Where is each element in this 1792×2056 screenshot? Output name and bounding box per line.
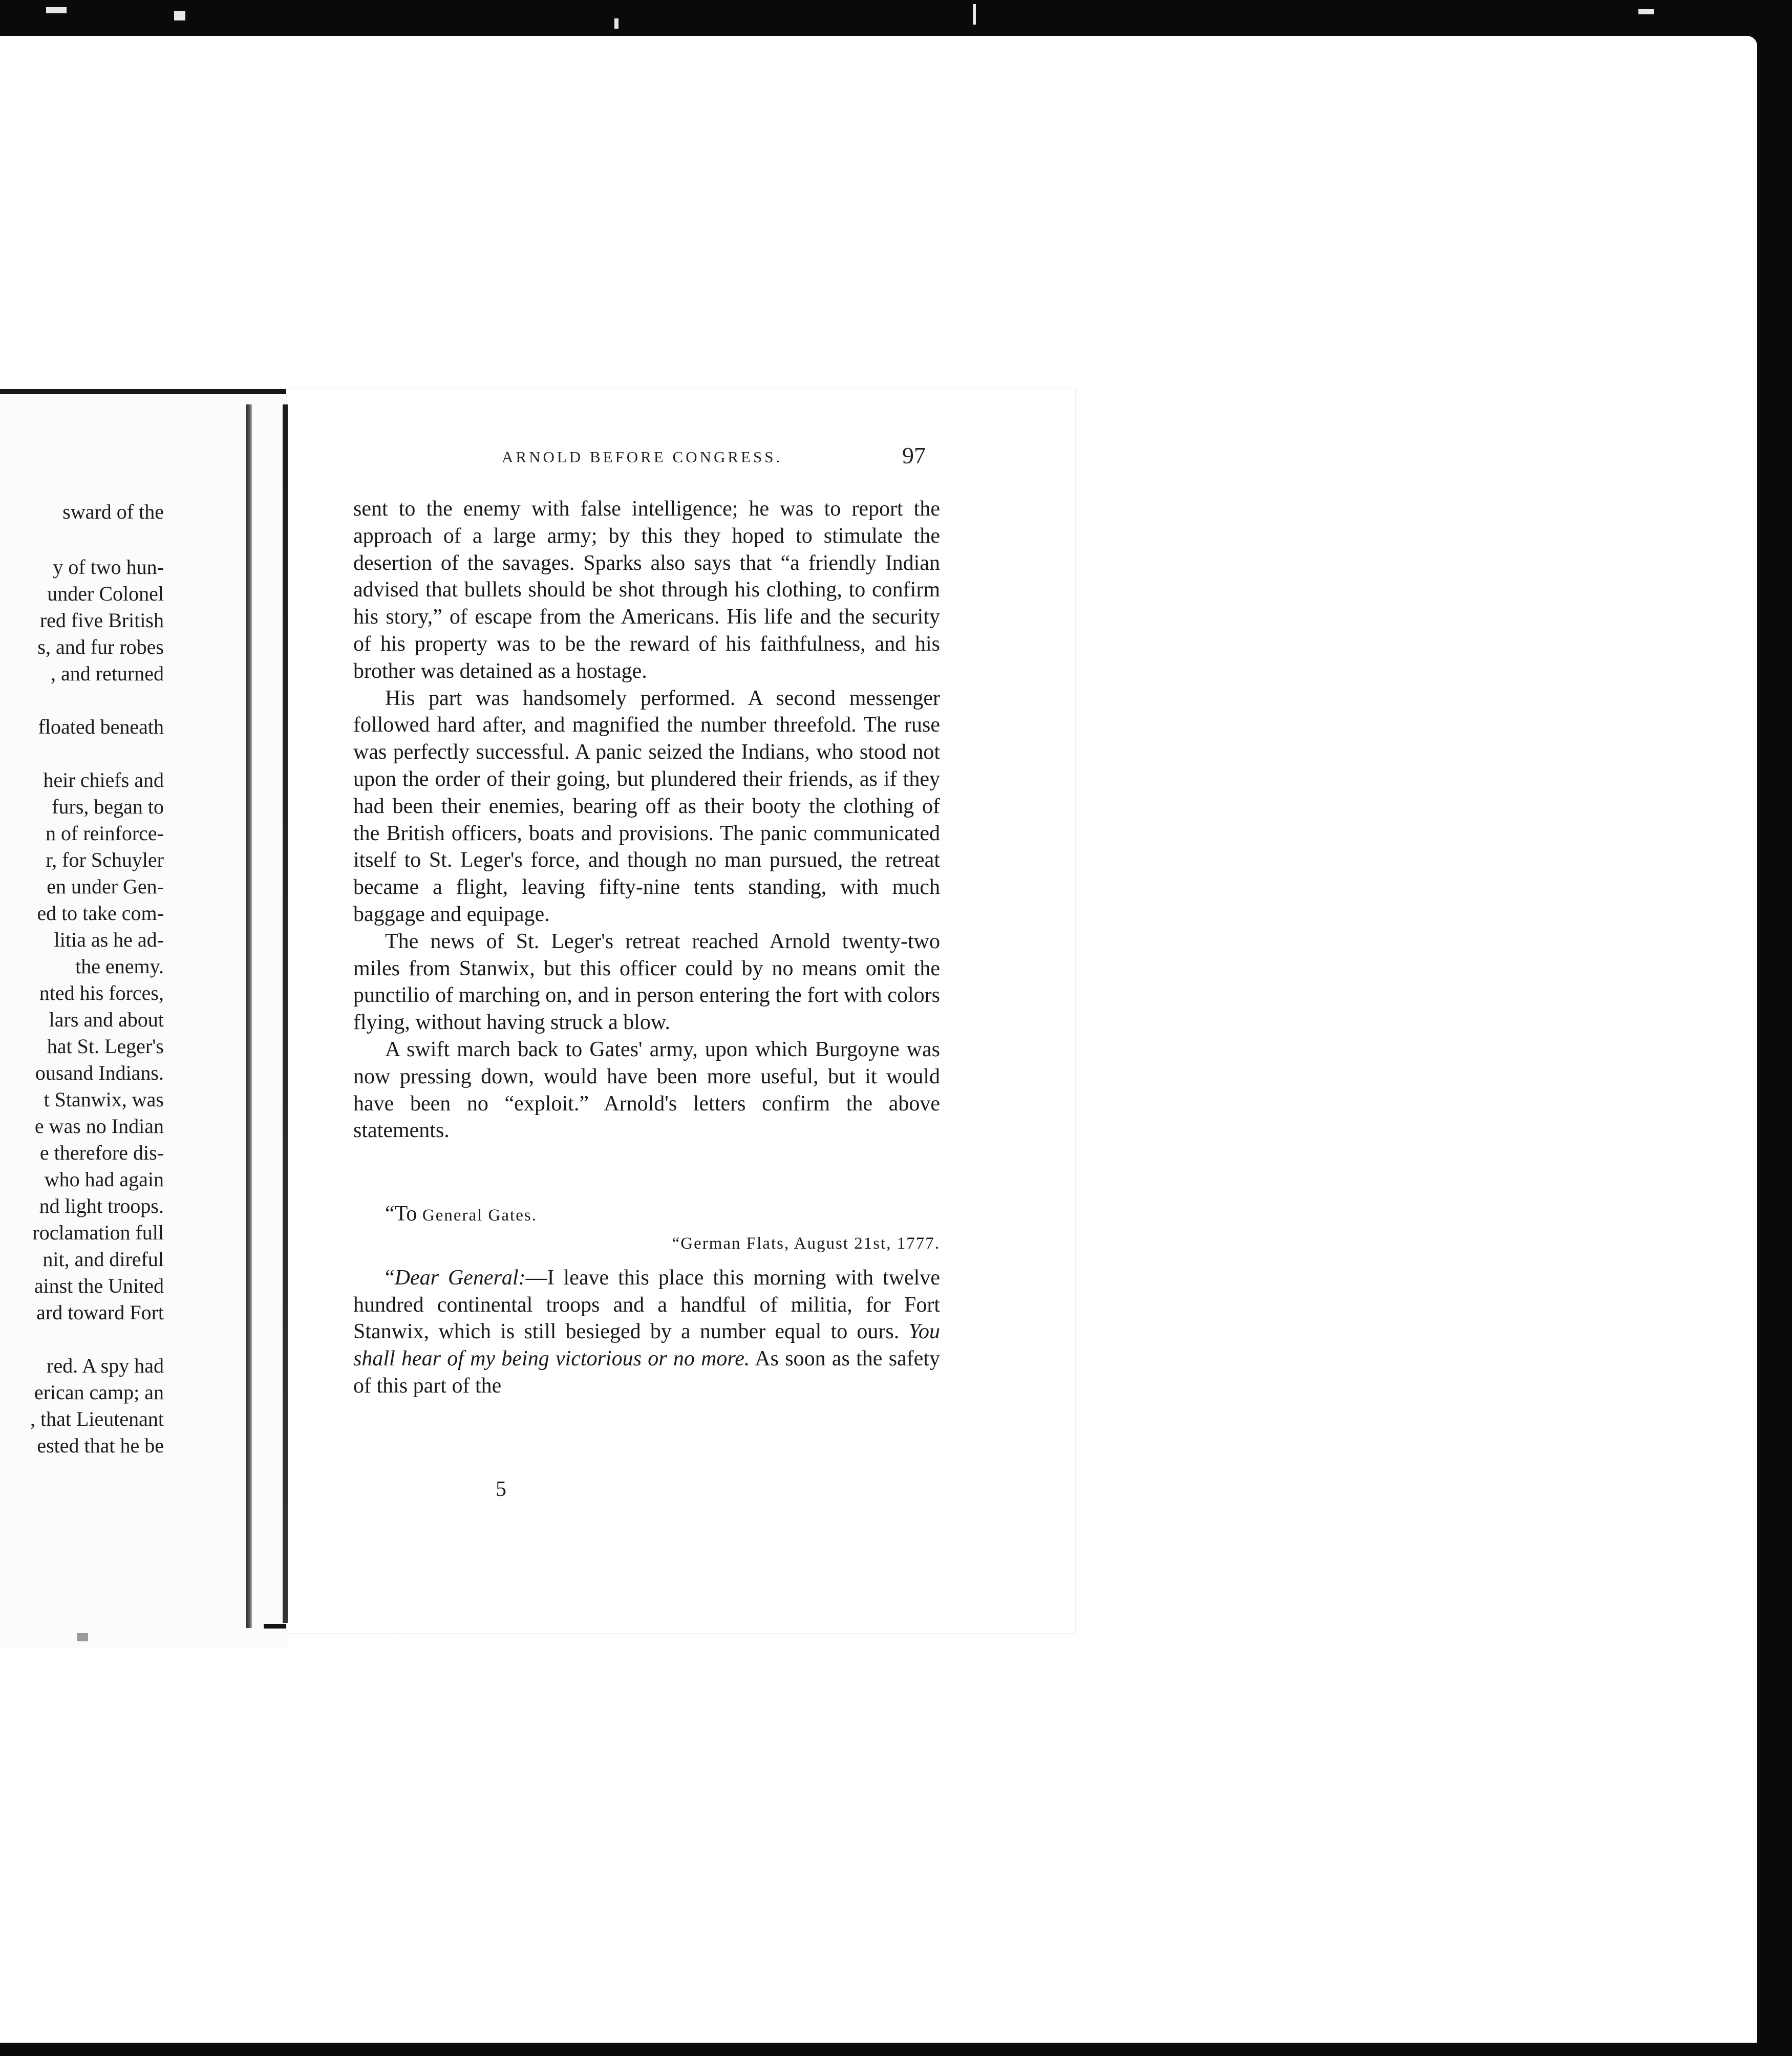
left-page-fragment: [0, 389, 287, 1648]
left-page-line: hat St. Leger's: [47, 1035, 164, 1058]
left-page-line: nted his forces,: [39, 981, 164, 1004]
left-page-line: t Stanwix, was: [44, 1088, 164, 1111]
left-page-line: heir chiefs and: [43, 768, 164, 791]
paragraph-3: The news of St. Leger's retreat reached Arnold twenty-two miles from Stanwix, but this officer could by no means omit the punctilio of marching on, and in person entering the fort with colors flying, without having struck a blow.: [353, 929, 940, 1035]
page-number: 97: [902, 442, 926, 468]
film-edge-specks: [0, 0, 1792, 36]
left-page-line: roclamation full: [32, 1221, 164, 1244]
letter-date: “German Flats, August 21st, 1777.: [672, 1234, 940, 1253]
left-page-line: y of two hun-: [53, 555, 164, 579]
left-page-line: , and returned: [50, 662, 164, 685]
left-page-line: nd light troops.: [39, 1194, 164, 1217]
running-head: ARNOLD BEFORE CONGRESS.: [502, 448, 783, 466]
letter-body-italic: You shall hear of my being victorious or no more.: [353, 1320, 940, 1371]
left-page-line: who had again: [44, 1168, 164, 1191]
left-page-line: erican camp; an: [34, 1381, 164, 1404]
left-page-line: floated beneath: [38, 715, 164, 738]
left-page-line: red five British: [39, 609, 164, 632]
left-page-line: furs, began to: [52, 795, 164, 818]
body-text: [353, 496, 940, 1400]
left-page-line: red. A spy had: [47, 1354, 164, 1377]
left-page-line: ed to take com-: [37, 902, 164, 925]
paragraph-1: sent to the enemy with false intelligence; he was to report the approach of a large army; by this they hoped to stimulate the desertion of the savages. Sparks also says that “a friendly Indian advised that bullets should be shot through his clothing, to confirm his story,” of escape from the Americans. His life and the security of his property was to be the reward of his faithfulness, and his brother was detained as a hostage.: [353, 497, 940, 683]
paragraph-2: His part was handsomely performed. A second messenger followed hard after, and magnified the number threefold. The ruse was perfectly successful. A panic seized the Indians, who stood not upon the order of their going, but plundered their friends, as if they had been their enemies, bearing off as their booty the clothing of the British officers, boats and provisions. The panic communicated itself to St. Leger's force, and though no man pursued, the retreat became a flight, leaving fifty-nine tents standing, with much baggage and equipage.: [353, 686, 940, 926]
film-bottom-edge: [0, 2043, 1792, 2056]
left-page-line: the enemy.: [75, 955, 164, 978]
letter-address-prefix: “To: [385, 1202, 422, 1226]
left-page-line: nit, and direful: [42, 1248, 164, 1271]
left-page-line: litia as he ad-: [54, 928, 164, 951]
salutation-open: “: [385, 1266, 395, 1290]
left-page-line: en under Gen-: [47, 875, 164, 898]
page-gutter: [246, 404, 252, 1628]
left-page-line: e therefore dis-: [39, 1141, 164, 1164]
letter-address: [353, 1201, 940, 1229]
paragraph-4: A swift march back to Gates' army, upon which Burgoyne was now pressing down, would have been more useful, but it would have been no “exploit.” Arnold's letters confirm the above statements.: [353, 1037, 940, 1143]
letter-address-name: General Gates.: [422, 1206, 537, 1225]
letter-body-text-2: As soon as the safety of this part of the: [353, 1347, 940, 1398]
letter-body-text-1: —I leave this place this morning with twelve hundred continental troops and a handful of militia, for Fort Stanwix, which is still besieged by a number equal to ours.: [353, 1266, 940, 1344]
left-page-line: e was no Indian: [34, 1115, 164, 1138]
left-page-text: [0, 389, 174, 1648]
left-page-line: , that Lieutenant: [30, 1407, 164, 1430]
salutation: Dear General:: [394, 1266, 526, 1290]
left-page-line: sward of the: [62, 500, 164, 523]
left-page-line: n of reinforce-: [46, 822, 164, 845]
left-page-line: s, and fur robes: [37, 635, 164, 658]
letter-body: [353, 1265, 940, 1400]
left-page-line: lars and about: [49, 1008, 164, 1031]
right-page-edge: [283, 404, 288, 1623]
left-page-line: ousand Indians.: [35, 1061, 164, 1084]
stray-mark: [77, 1633, 88, 1641]
left-page-line: under Colonel: [47, 582, 164, 605]
left-page-line: ard toward Fort: [36, 1301, 164, 1324]
left-page-line: r, for Schuyler: [46, 848, 164, 871]
left-page-line: ainst the United: [34, 1274, 164, 1297]
left-page-line: ested that he be: [37, 1434, 164, 1457]
signature-mark: 5: [496, 1477, 506, 1501]
